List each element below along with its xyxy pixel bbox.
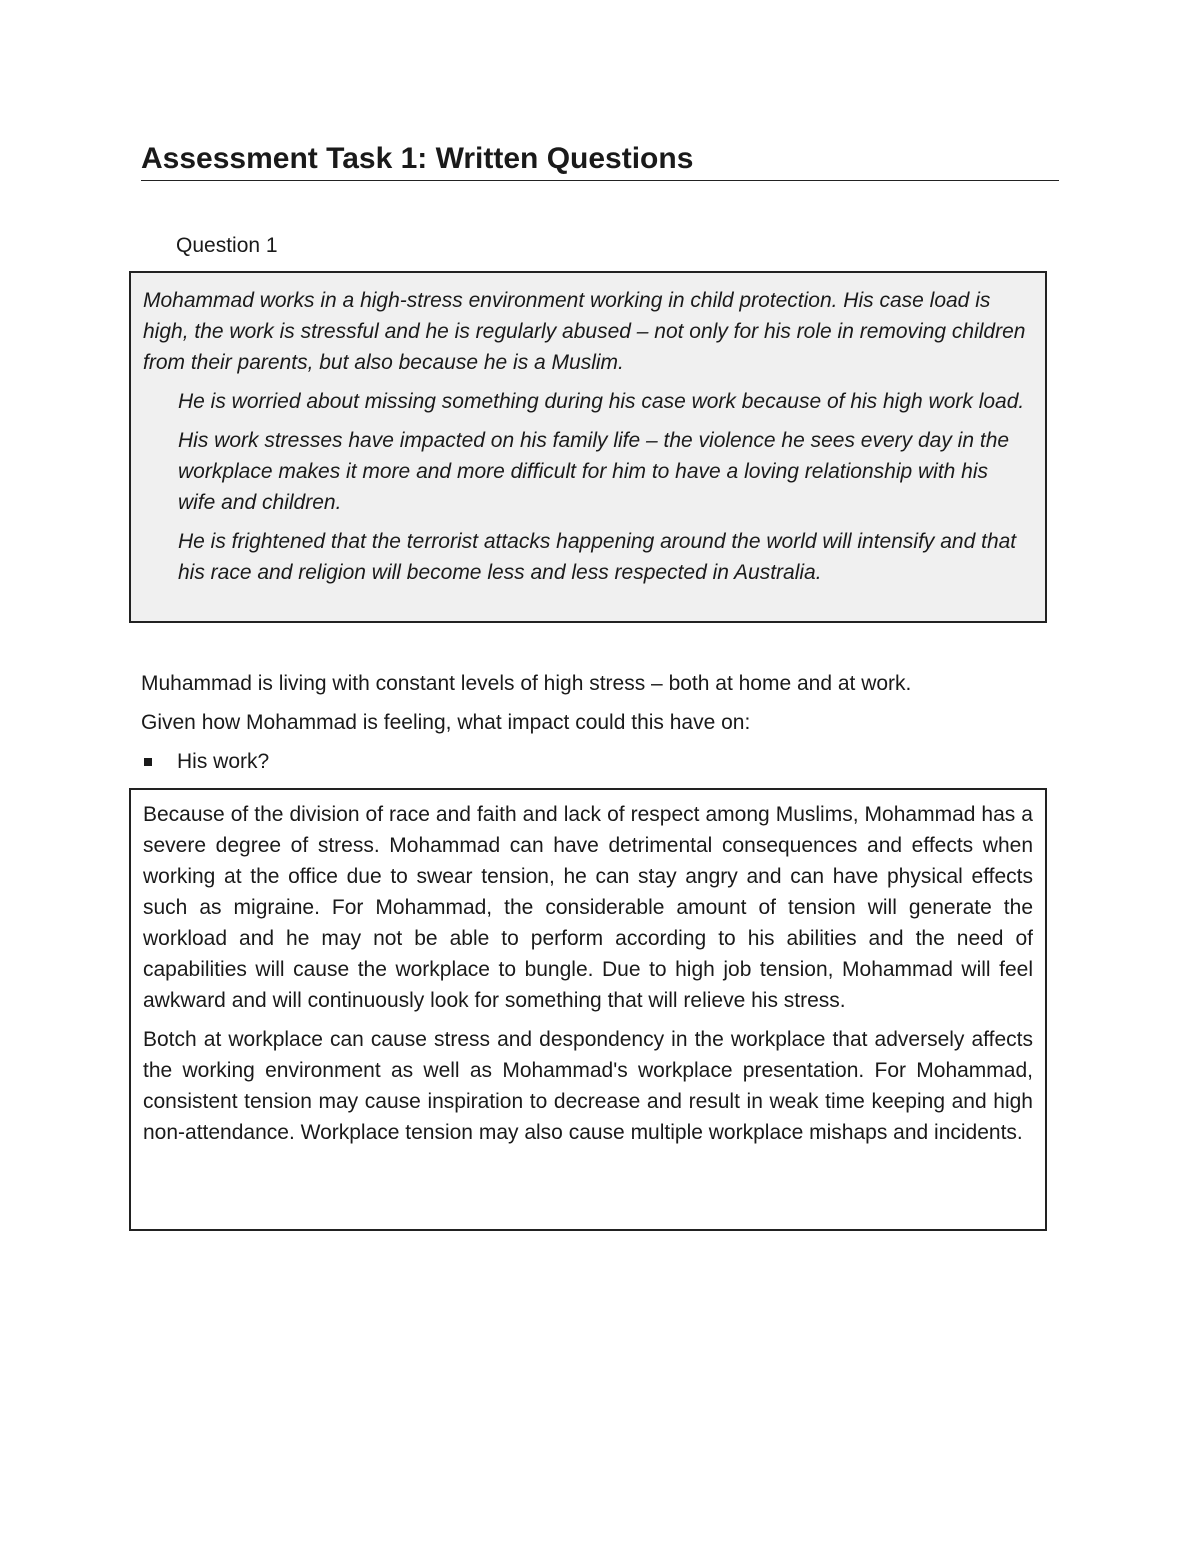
question-label: Question 1 <box>176 234 278 257</box>
scenario-point: He is frightened that the terrorist attacks happening around the world will intensify and that his race and religion will become less and less respected in Australia. <box>178 530 1017 584</box>
answer-box[interactable] <box>129 788 1047 1231</box>
square-bullet-icon <box>144 758 152 766</box>
scenario-point: He is worried about missing something during his case work because of his high work load. <box>178 390 1025 413</box>
answer-paragraph: Botch at workplace can cause stress and despondency in the workplace that adversely affects the working environment as well as Mohammad's workplace presentation. For Mohammad, consistent tension may cause inspiration to decrease and result in weak time keeping and high non-attendance. Workplace tension may also cause multiple workplace mishaps and incidents. <box>143 1028 1033 1144</box>
bullet-item <box>141 748 269 776</box>
bullet-label: His work? <box>177 750 270 773</box>
scenario-point: His work stresses have impacted on his family life – the violence he sees every day in the workplace makes it more and more difficult for him to have a loving relationship with his wife and children. <box>178 429 1010 514</box>
scenario-intro: Mohammad works in a high-stress environment working in child protection. His case load is high, the work is stressful and he is regularly abused – not only for his role in removing children from their parents, but also because he is a Muslim. <box>143 289 1026 374</box>
answer-paragraph: Because of the division of race and faith and lack of respect among Muslims, Mohammad has a severe degree of stress. Mohammad can have detrimental consequences and effects when working at the office due to swear tension, he can stay angry and can have physical effects such as migraine. For Mohammad, the considerable amount of tension will generate the workload and he may not be able to perform according to his abilities and the need of capabilities will cause the workplace to bungle. Due to high job tension, Mohammad will feel awkward and will continuously look for something that will relieve his stress. <box>143 803 1033 1012</box>
page-title: Assessment Task 1: Written Questions <box>141 140 1059 181</box>
scenario-box <box>129 271 1047 623</box>
statement-text: Muhammad is living with constant levels of high stress – both at home and at work. <box>141 672 912 695</box>
prompt-text: Given how Mohammad is feeling, what impact could this have on: <box>141 711 751 734</box>
